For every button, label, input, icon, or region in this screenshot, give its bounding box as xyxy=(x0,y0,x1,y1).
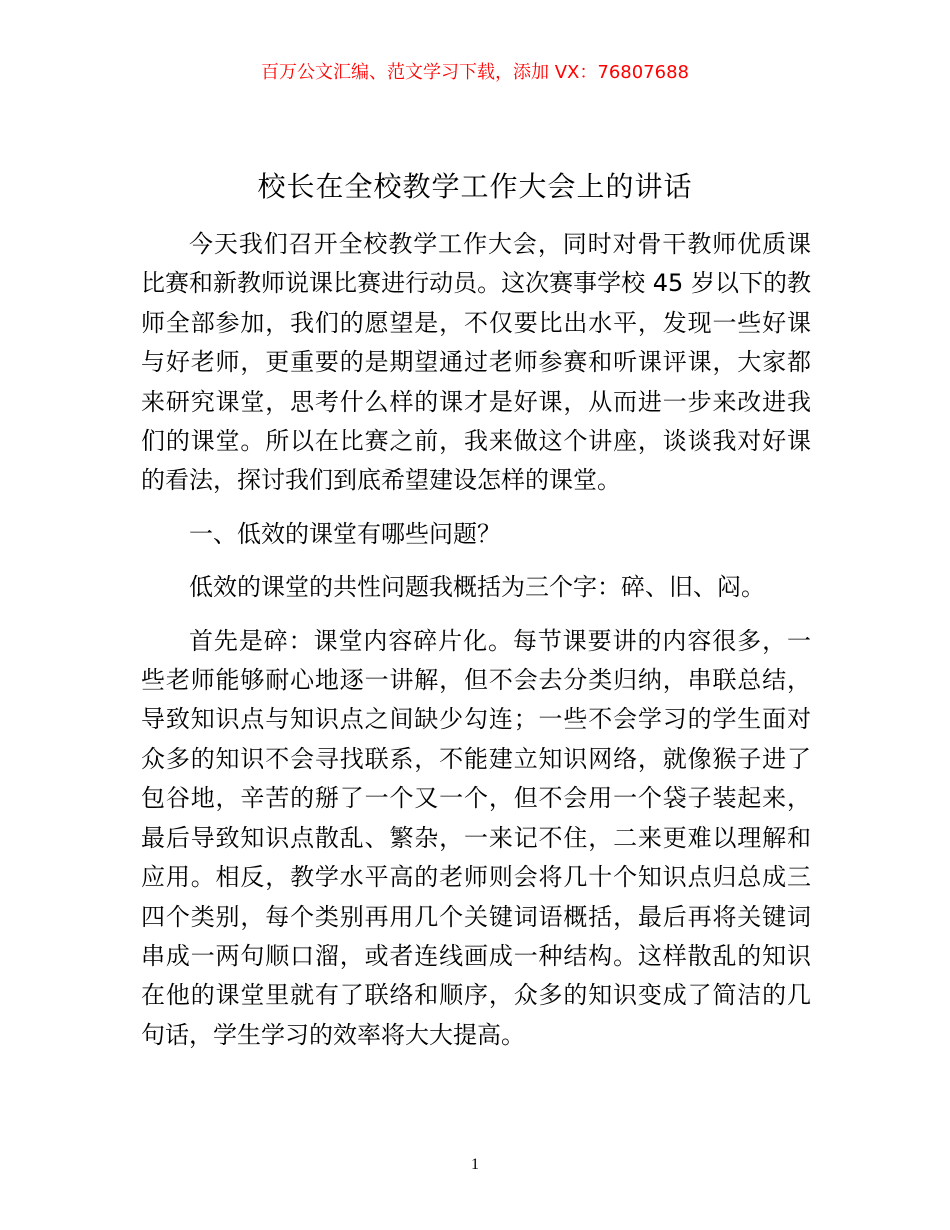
header-watermark-note: 百万公文汇编、范文学习下载，添加 VX：76807688 xyxy=(261,62,689,83)
paragraph-summary: 低效的课堂的共性问题我概括为三个字：碎、旧、闷。 xyxy=(189,573,765,602)
paragraph-fragmented: 首先是碎：课堂内容碎片化。每节课要讲的内容很多，一些老师能够耐心地逐一讲解，但不会去分类归纳，串联总结，导致知识点与知识点之间缺少勾连；一些不会学习的学生面对众多的知识不会寻找联系，不能建立知识网络，就像猴子进了包谷地，辛苦的掰了一个又一个，但不会用一个袋子装起来，最后导致知识点散乱、繁杂，一来记不住，二来更难以理解和应用。相反，教学水平高的老师则会将几十个知识点归总成三四个类别，每个类别再用几个关键词语概括，最后再将关键词串成一两句顺口溜，或者连线画成一种结构。这样散乱的知识在他的课堂里就有了联络和顺序，众多的知识变成了简洁的几句话，学生学习的效率将大大提高。 xyxy=(141,626,811,1049)
section-heading-1: 一、低效的课堂有哪些问题？ xyxy=(189,519,501,548)
paragraph-intro: 今天我们召开全校教学工作大会，同时对骨干教师优质课比赛和新教师说课比赛进行动员。这次赛事学校 45 岁以下的教师全部参加，我们的愿望是，不仅要比出水平，发现一些好课与好老师，更重要的是期望通过老师参赛和听课评课，大家都来研究课堂，思考什么样的课才是好课，从而进一步来改进我们的课堂。所以在比赛之前，我来做这个讲座，谈谈我对好课的看法，探讨我们到底希望建设怎样的课堂。 xyxy=(141,230,811,495)
document-body xyxy=(141,225,811,1055)
page-number: 1 xyxy=(471,1156,479,1173)
document-title: 校长在全校教学工作大会上的讲话 xyxy=(257,170,693,203)
